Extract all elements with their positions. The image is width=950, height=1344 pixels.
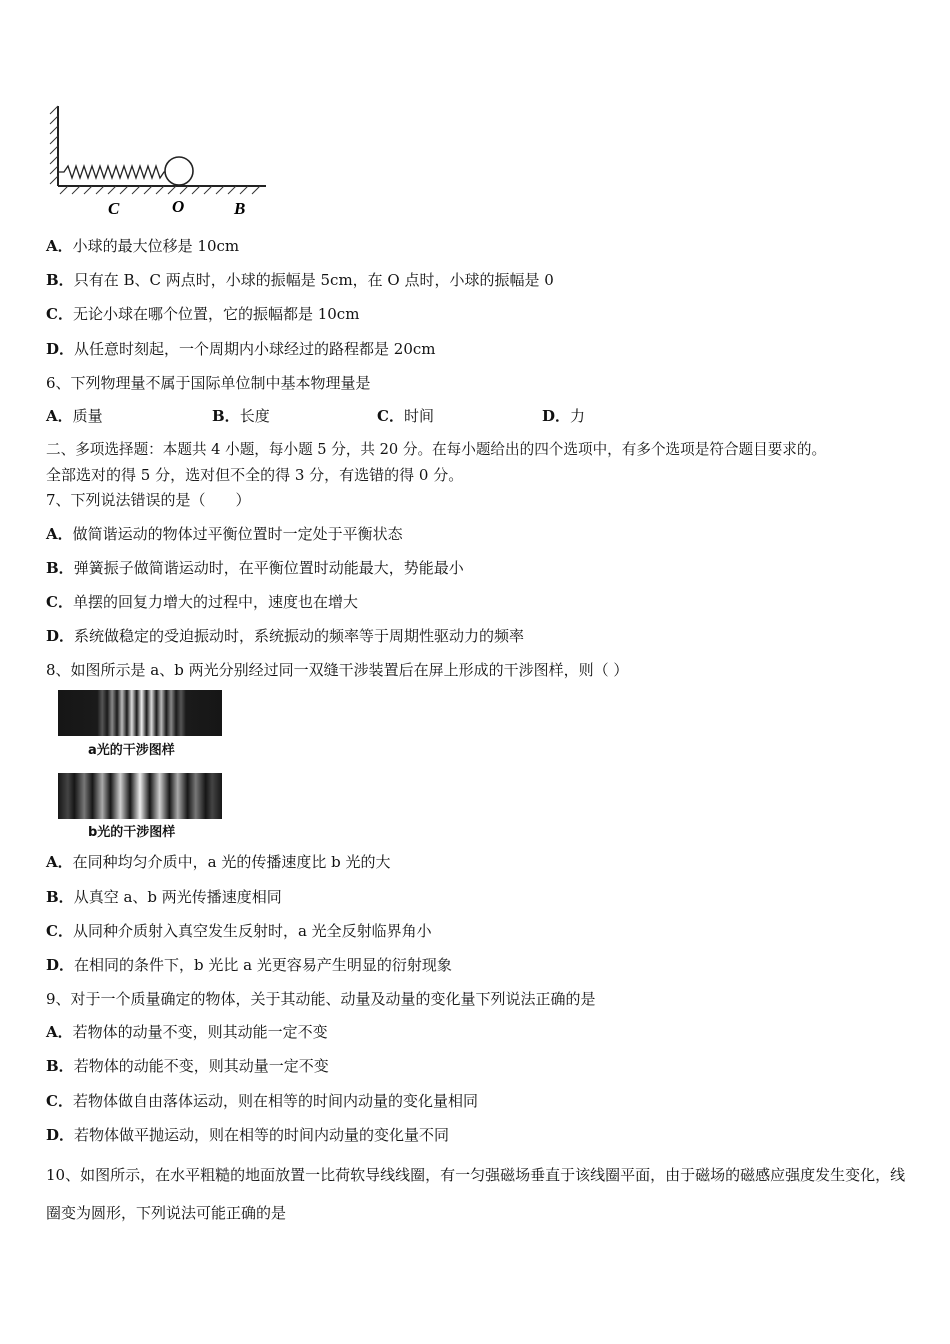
label-o: O [172,197,185,216]
caption-b: b光的干涉图样 [88,825,176,840]
q8-option-a: A．在同种均匀介质中，a 光的传播速度比 b 光的大 [46,853,391,871]
q5-option-d: D．从任意时刻起，一个周期内小球经过的路程都是 20cm [46,340,436,358]
interference-pattern-b [58,773,222,819]
q9-option-a: A．若物体的动量不变，则其动能一定不变 [46,1023,328,1041]
q10-stem: 10、如图所示，在水平粗糙的地面放置一比荷软导线线圈，有一匀强磁场垂直于该线圈平面，由于磁场的磁感应强度发生变化，线圈变为圆形，下列说法可能正确的是 [46,1166,906,1222]
q5-option-b: B．只有在 B、C 两点时，小球的振幅是 5cm，在 O 点时，小球的振幅是 0 [46,271,554,289]
q6-option-c: C．时间 [377,407,434,425]
q9-stem: 9、对于一个质量确定的物体，关于其动能、动量及动量的变化量下列说法正确的是 [46,990,596,1008]
q9-option-d: D．若物体做平抛运动，则在相等的时间内动量的变化量不同 [46,1126,450,1144]
ball-icon [165,157,193,185]
section2-line1: 二、多项选择题：本题共 4 小题，每小题 5 分，共 20 分。在每小题给出的四个选项中，有多个选项是符合题目要求的。 [46,441,827,458]
q8-option-b: B．从真空 a、b 两光传播速度相同 [46,888,282,906]
spring-oscillator-figure [44,100,274,225]
q7-option-d: D．系统做稳定的受迫振动时，系统振动的频率等于周期性驱动力的频率 [46,627,525,645]
q6-stem: 6、下列物理量不属于国际单位制中基本物理量是 [46,374,371,392]
q9-option-c: C．若物体做自由落体运动，则在相等的时间内动量的变化量相同 [46,1092,478,1110]
q8-option-d: D．在相同的条件下，b 光比 a 光更容易产生明显的衍射现象 [46,956,452,974]
q7-option-a: A．做简谐运动的物体过平衡位置时一定处于平衡状态 [46,525,403,543]
q9-option-b: B．若物体的动能不变，则其动量一定不变 [46,1057,329,1075]
q7-option-c: C．单摆的回复力增大的过程中，速度也在增大 [46,593,358,611]
caption-a: a光的干涉图样 [88,743,175,758]
spring-icon [58,166,166,178]
q5-option-c: C．无论小球在哪个位置，它的振幅都是 10cm [46,305,360,323]
q6-option-a: A．质量 [46,407,103,425]
q6-option-b: B．长度 [212,407,270,425]
section2-line2: 全部选对的得 5 分，选对但不全的得 3 分，有选错的得 0 分。 [46,466,464,484]
q8-option-c: C．从同种介质射入真空发生反射时，a 光全反射临界角小 [46,922,432,940]
label-b: B [234,199,246,218]
label-c: C [108,199,120,218]
q7-stem: 7、下列说法错误的是（ ） [46,491,251,509]
q6-option-d: D．力 [542,407,586,425]
interference-pattern-a [58,690,222,736]
q7-option-b: B．弹簧振子做简谐运动时，在平衡位置时动能最大，势能最小 [46,559,464,577]
q8-stem: 8、如图所示是 a、b 两光分别经过同一双缝干涉装置后在屏上形成的干涉图样，则（ ） [46,661,629,679]
q5-option-a: A．小球的最大位移是 10cm [46,237,240,255]
